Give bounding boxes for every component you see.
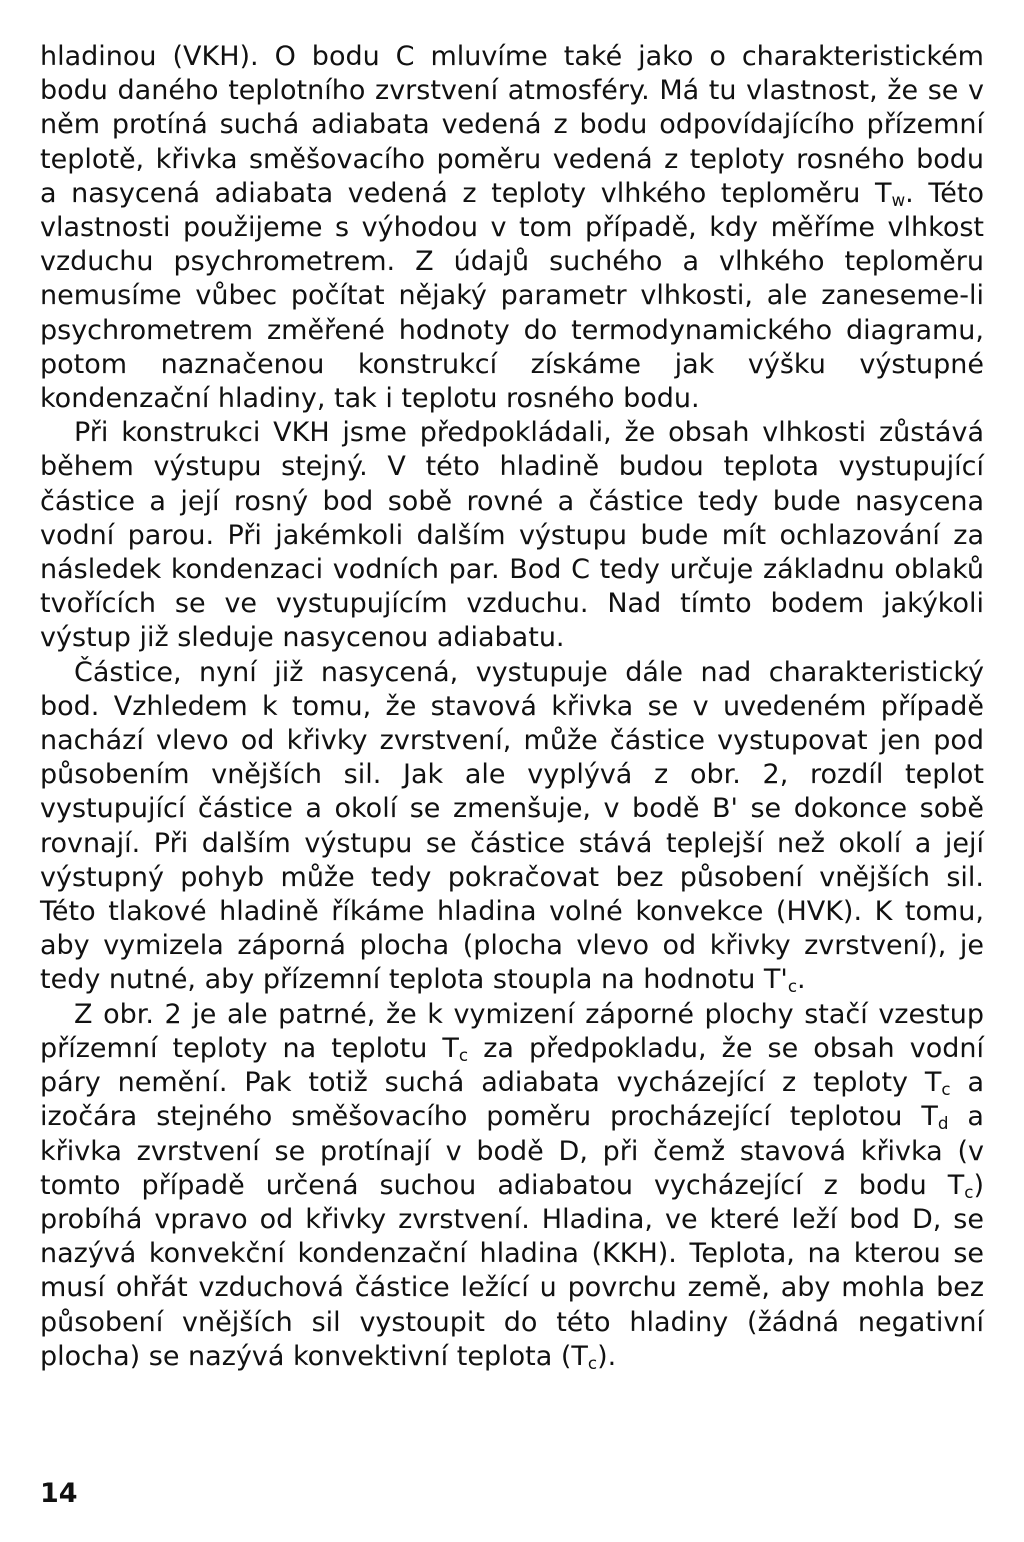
document-body: [40, 40, 984, 1374]
text-run: Z obr. 2 je ale patrné, že k vymizení záporné plochy stačí vzestup přízemní teploty na teplotu T: [40, 998, 984, 1064]
subscript: c: [964, 1181, 974, 1202]
text-run: .: [797, 964, 806, 996]
text-run: a křivka zvrstvení se protínají v bodě D, při čemž stavová křivka (v tomto případě určená suchou adiabatou vycházející z bodu T: [40, 1101, 984, 1201]
text-run: a izočára stejného směšovacího poměru procházející teplotou T: [40, 1067, 984, 1133]
text-run: za předpokladu, že se obsah vodní páry nemění. Pak totiž suchá adiabata vycházející z teploty T: [40, 1032, 984, 1099]
subscript: w: [891, 189, 906, 210]
paragraph-4: [40, 998, 984, 1374]
text-run: ) probíhá vpravo od křivky zvrstvení. Hladina, ve které leží bod D, se nazývá konvekční kondenzační hladina (KKH). Teplota, na kterou se musí ohřát vzduchová částice ležící u povrchu země, aby mohla bez působení vnějších sil vystoupit do této hladiny (žádná negativní plocha) se nazývá konvektivní teplota (T: [40, 1169, 984, 1372]
text-run: ).: [597, 1340, 617, 1372]
paragraph-2: [40, 416, 984, 655]
subscript: c: [787, 976, 798, 997]
paragraph-3: [40, 656, 984, 998]
text-run: . Této vlastnosti použijeme s výhodou v tom případě, kdy měříme vlhkost vzduchu psychrometrem. Z údajů suchého a vlhkého teploměru nemusíme vůbec počítat nějaký parametr vlhkosti, ale zaneseme-li psychrometrem změřené hodnoty do termodynamického diagramu, potom naznačenou konstrukcí získáme jak výšku výstupné kondenzační hladiny, tak i teplotu rosného bodu.: [40, 177, 984, 415]
text-run: Částice, nyní již nasycená, vystupuje dále nad charakteristický bod. Vzhledem k tomu, že stavová křivka se v uvedeném případě nachází vlevo od křivky zvrstvení, může částice vystupovat jen pod působením vnějších sil. Jak ale vyplývá z obr. 2, rozdíl teplot vystupující částice a okolí se zmenšuje, v bodě B' se dokonce sobě rovnají. Při dalším výstupu se částice stává teplejší než okolí a její výstupný pohyb může tedy pokračovat bez působení vnějších sil. Této tlakové hladině říkáme hladina volné konvekce (HVK). K tomu, aby vymizela záporná plocha (plocha vlevo od křivky zvrstvení), je tedy nutné, aby přízemní teplota stoupla na hodnotu T': [40, 656, 984, 996]
paragraph-1: [40, 40, 984, 416]
subscript: d: [937, 1113, 949, 1134]
subscript: c: [587, 1352, 598, 1373]
subscript: c: [458, 1045, 469, 1066]
subscript: c: [941, 1079, 951, 1100]
text-run: hladinou (VKH). O bodu C mluvíme také jako o charakteristickém bodu daného teplotního zvrstvení atmosféry. Má tu vlastnost, že se v něm protíná suchá adiabata vedená z bodu odpovídajícího přízemní teplotě, křivka směšovacího poměru vedená z teploty rosného bodu a nasycená adiabata vedená z teploty vlhkého teploměru T: [40, 41, 984, 209]
page-number: 14: [40, 1478, 78, 1509]
text-run: Při konstrukci VKH jsme předpokládali, že obsah vlhkosti zůstává během výstupu stejný. V této hladině budou teplota vystupující částice a její rosný bod sobě rovné a částice tedy bude nasycena vodní parou. Při jakémkoli dalším výstupu bude mít ochlazování za následek kondenzaci vodních par. Bod C tedy určuje základnu oblaků tvořících se ve vystupujícím vzduchu. Nad tímto bodem jakýkoli výstup již sleduje nasycenou adiabatu.: [40, 417, 984, 654]
